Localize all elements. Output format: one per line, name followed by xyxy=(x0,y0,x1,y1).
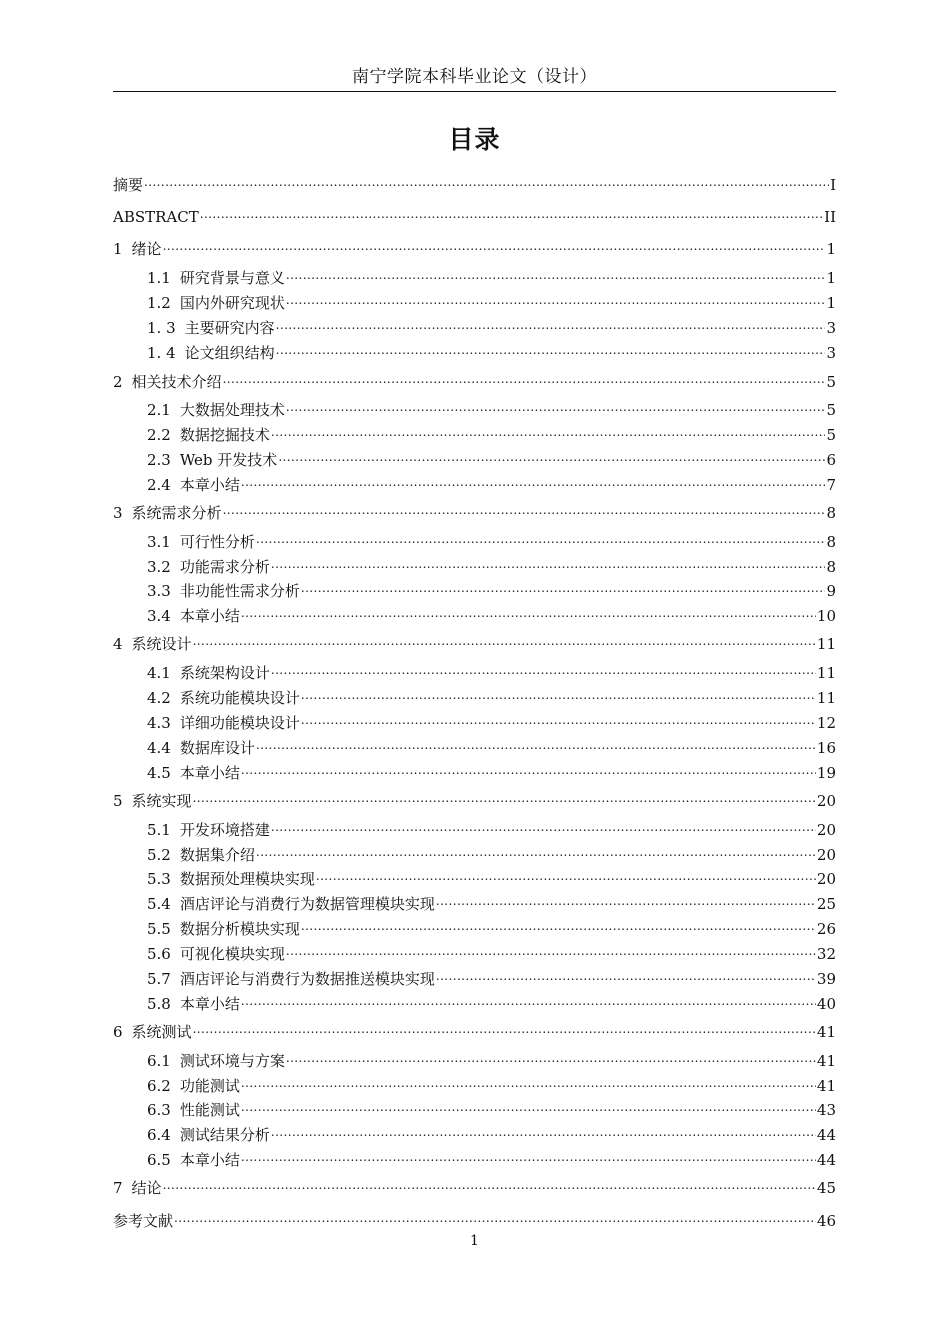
toc-entry-label: 数据库设计 xyxy=(179,739,255,757)
toc-entry[interactable] xyxy=(113,202,836,227)
dot-leader xyxy=(271,658,816,678)
toc-entry[interactable] xyxy=(113,367,836,392)
toc-entry-label: 国内外研究现状 xyxy=(179,294,285,312)
toc-entry-number: 3.2 xyxy=(147,558,171,576)
toc-entry-number: 6.5 xyxy=(147,1151,171,1169)
toc-entry[interactable] xyxy=(113,234,836,259)
dot-leader xyxy=(286,263,826,283)
toc-entry-label: 本章小结 xyxy=(179,764,240,782)
toc-entry-label: 性能测试 xyxy=(179,1101,240,1119)
toc-entry-number: 5.8 xyxy=(147,995,171,1013)
toc-entry-number: 1.1 xyxy=(147,269,171,287)
toc-entry[interactable] xyxy=(113,629,836,654)
toc-entry-page: 43 xyxy=(816,1101,836,1119)
toc-entry-number: 2 xyxy=(113,373,123,391)
dot-leader xyxy=(301,914,816,934)
toc-entry-page: 41 xyxy=(816,1077,836,1095)
toc-entry-page: 41 xyxy=(816,1023,836,1041)
toc-entry-label: 测试结果分析 xyxy=(179,1126,270,1144)
toc-entry-label: 论文组织结构 xyxy=(184,344,275,362)
toc-entry[interactable] xyxy=(113,552,836,577)
toc-entry-label: 可行性分析 xyxy=(179,533,255,551)
toc-entry-number: 1. 3 xyxy=(147,319,176,337)
running-header: 南宁学院本科毕业论文（设计） xyxy=(352,67,597,87)
dot-leader xyxy=(193,1017,816,1037)
toc-entry-number: 6.2 xyxy=(147,1077,171,1095)
toc-entry-number: 2.3 xyxy=(147,451,171,469)
toc-entry-page: 39 xyxy=(816,970,836,988)
toc-entry[interactable] xyxy=(113,786,836,811)
dot-leader xyxy=(223,367,826,387)
toc-entry-page: 8 xyxy=(826,533,836,551)
toc-entry[interactable] xyxy=(113,658,836,683)
dot-leader xyxy=(286,1046,816,1066)
toc-entry[interactable] xyxy=(113,1017,836,1042)
toc-entry-page: 20 xyxy=(816,846,836,864)
toc-entry-number: 3 xyxy=(113,504,123,522)
toc-entry-label: 大数据处理技术 xyxy=(179,401,285,419)
dot-leader xyxy=(286,395,826,415)
dot-leader xyxy=(271,552,826,572)
toc-entry-page: 7 xyxy=(826,476,836,494)
toc-entry[interactable] xyxy=(113,498,836,523)
toc-entry-page: 41 xyxy=(816,1052,836,1070)
toc-entry[interactable] xyxy=(113,889,836,914)
toc-entry-number: 4.2 xyxy=(147,689,171,707)
toc-entry-label: 酒店评论与消费行为数据管理模块实现 xyxy=(179,895,435,913)
toc-entry-page: 3 xyxy=(826,344,836,362)
toc-entry-page: 10 xyxy=(816,607,836,625)
toc-entry-number: 4.1 xyxy=(147,664,171,682)
toc-entry[interactable] xyxy=(113,395,836,420)
toc-entry-number: 5.6 xyxy=(147,945,171,963)
dot-leader xyxy=(193,629,816,649)
toc-entry[interactable] xyxy=(113,989,836,1014)
toc-entry-label: 相关技术介绍 xyxy=(131,373,222,391)
header-rule xyxy=(113,91,836,92)
toc-title: 目录 xyxy=(448,125,501,154)
toc-entry[interactable] xyxy=(113,914,836,939)
dot-leader xyxy=(301,683,816,703)
toc-entry-number: 6.1 xyxy=(147,1052,171,1070)
toc-entry-number: 5.5 xyxy=(147,920,171,938)
dot-leader xyxy=(200,202,823,222)
toc-entry-label: 绪论 xyxy=(131,240,162,258)
toc-entry-label: 测试环境与方案 xyxy=(179,1052,285,1070)
toc-entry-page: 1 xyxy=(826,294,836,312)
toc-entry-page: 11 xyxy=(816,689,836,707)
toc-entry-page: 12 xyxy=(816,714,836,732)
toc-entry-label: 系统设计 xyxy=(131,635,192,653)
toc-entry-number: 7 xyxy=(113,1179,123,1197)
dot-leader xyxy=(286,288,826,308)
toc-entry-label: 系统架构设计 xyxy=(179,664,270,682)
toc-entry[interactable] xyxy=(113,338,836,363)
toc-entry-label: 系统实现 xyxy=(131,792,192,810)
toc-entry-label: 功能测试 xyxy=(179,1077,240,1095)
dot-leader xyxy=(241,758,816,778)
toc-entry-number: 1 xyxy=(113,240,123,258)
dot-leader xyxy=(241,1095,816,1115)
dot-leader xyxy=(241,1071,816,1091)
toc-entry-page: 1 xyxy=(826,269,836,287)
toc-entry-page: 44 xyxy=(816,1126,836,1144)
toc-entry[interactable] xyxy=(113,1145,836,1170)
dot-leader xyxy=(256,527,826,547)
toc-entry-page: 5 xyxy=(826,373,836,391)
toc-entry-label: 非功能性需求分析 xyxy=(179,582,300,600)
toc-entry-number: 5.2 xyxy=(147,846,171,864)
toc-entry-page: 3 xyxy=(826,319,836,337)
toc-entry-number: 2.4 xyxy=(147,476,171,494)
toc-entry-label: 数据预处理模块实现 xyxy=(179,870,315,888)
toc-entry-label: 系统功能模块设计 xyxy=(179,689,300,707)
toc-entry[interactable] xyxy=(113,1206,836,1231)
toc-entry-label: 开发环境搭建 xyxy=(179,821,270,839)
toc-entry[interactable] xyxy=(113,527,836,552)
dot-leader xyxy=(271,1120,816,1140)
toc-entry[interactable] xyxy=(113,263,836,288)
dot-leader xyxy=(271,420,826,440)
toc-entry-page: 9 xyxy=(826,582,836,600)
dot-leader xyxy=(174,1206,816,1226)
dot-leader xyxy=(436,964,816,984)
dot-leader xyxy=(193,786,816,806)
toc-entry[interactable] xyxy=(113,420,836,445)
toc-entry[interactable] xyxy=(113,1120,836,1145)
dot-leader xyxy=(223,498,826,518)
dot-leader xyxy=(301,576,826,596)
toc-entry-label: 可视化模块实现 xyxy=(179,945,285,963)
dot-leader xyxy=(276,338,826,358)
toc-entry-page: 5 xyxy=(826,426,836,444)
toc-entry[interactable] xyxy=(113,470,836,495)
toc-entry-page: 26 xyxy=(816,920,836,938)
dot-leader xyxy=(276,313,826,333)
dot-leader xyxy=(241,989,816,1009)
toc-entry-page: 11 xyxy=(816,635,836,653)
toc-entry-number: 3.3 xyxy=(147,582,171,600)
toc-entry-label: 参考文献 xyxy=(113,1212,174,1230)
toc-entry-page: 1 xyxy=(826,240,836,258)
toc-entry[interactable] xyxy=(113,313,836,338)
toc-entry-label: 本章小结 xyxy=(179,607,240,625)
toc-entry-page: 11 xyxy=(816,664,836,682)
toc-entry-number: 4.3 xyxy=(147,714,171,732)
toc-entry-number: 3.1 xyxy=(147,533,171,551)
toc-entry[interactable] xyxy=(113,1095,836,1120)
dot-leader xyxy=(286,939,816,959)
toc-entry-page: 6 xyxy=(826,451,836,469)
toc-entry-label: Web 开发技术 xyxy=(179,451,278,469)
dot-leader xyxy=(256,840,816,860)
toc-entry-page: I xyxy=(830,176,836,194)
dot-leader xyxy=(436,889,816,909)
toc-entry-label: 系统测试 xyxy=(131,1023,192,1041)
dot-leader xyxy=(163,1173,816,1193)
toc-entry-label: 功能需求分析 xyxy=(179,558,270,576)
dot-leader xyxy=(271,815,816,835)
toc-entry-page: 8 xyxy=(826,504,836,522)
toc-entry-label: 本章小结 xyxy=(179,1151,240,1169)
dot-leader xyxy=(241,601,816,621)
toc-entry-label: 系统需求分析 xyxy=(131,504,222,522)
dot-leader xyxy=(316,864,816,884)
toc-entry[interactable] xyxy=(113,1046,836,1071)
toc-entry-number: 6 xyxy=(113,1023,123,1041)
toc-entry-number: 5.4 xyxy=(147,895,171,913)
toc-entry[interactable] xyxy=(113,864,836,889)
toc-entry[interactable] xyxy=(113,733,836,758)
toc-entry-number: 2.1 xyxy=(147,401,171,419)
toc-entry-label: 结论 xyxy=(131,1179,162,1197)
toc-entry[interactable] xyxy=(113,964,836,989)
toc-entry-page: 5 xyxy=(826,401,836,419)
toc-entry[interactable] xyxy=(113,601,836,626)
toc-entry-label: 详细功能模块设计 xyxy=(179,714,300,732)
toc-entry-label: 摘要 xyxy=(113,176,144,194)
toc-entry-page: 20 xyxy=(816,821,836,839)
toc-entry[interactable] xyxy=(113,815,836,840)
toc-entry-page: 32 xyxy=(816,945,836,963)
toc-entry-label: 主要研究内容 xyxy=(184,319,275,337)
toc-entry-number: 3.4 xyxy=(147,607,171,625)
toc-entry-page: 40 xyxy=(816,995,836,1013)
toc-entry-number: 5 xyxy=(113,792,123,810)
toc-entry-page: 25 xyxy=(816,895,836,913)
toc-entry-page: 46 xyxy=(816,1212,836,1230)
toc-entry-number: 4.5 xyxy=(147,764,171,782)
toc-entry[interactable] xyxy=(113,170,836,195)
toc-entry[interactable] xyxy=(113,1071,836,1096)
toc-entry-number: 1.2 xyxy=(147,294,171,312)
toc-entry[interactable] xyxy=(113,840,836,865)
toc-entry-page: 44 xyxy=(816,1151,836,1169)
dot-leader xyxy=(241,1145,816,1165)
toc-entry-label: 研究背景与意义 xyxy=(179,269,285,287)
toc-entry-number: 6.3 xyxy=(147,1101,171,1119)
toc-entry-label: 酒店评论与消费行为数据推送模块实现 xyxy=(179,970,435,988)
toc-entry-page: 45 xyxy=(816,1179,836,1197)
dot-leader xyxy=(241,470,826,490)
dot-leader xyxy=(278,445,825,465)
toc-entry-label: ABSTRACT xyxy=(113,208,199,226)
toc-entry-number: 5.1 xyxy=(147,821,171,839)
page-number: 1 xyxy=(470,1233,479,1249)
toc-entry-page: II xyxy=(824,208,836,226)
toc-entry-page: 16 xyxy=(816,739,836,757)
toc-entry[interactable] xyxy=(113,683,836,708)
toc-entry[interactable] xyxy=(113,708,836,733)
toc-entry-number: 5.7 xyxy=(147,970,171,988)
toc-entry-number: 2.2 xyxy=(147,426,171,444)
toc-entry-page: 20 xyxy=(816,870,836,888)
dot-leader xyxy=(144,170,829,190)
toc-entry[interactable] xyxy=(113,445,836,470)
toc-entry-label: 数据分析模块实现 xyxy=(179,920,300,938)
dot-leader xyxy=(301,708,816,728)
toc-entry-number: 1. 4 xyxy=(147,344,176,362)
toc-entry[interactable] xyxy=(113,1173,836,1198)
toc-entry-label: 数据挖掘技术 xyxy=(179,426,270,444)
toc-entry[interactable] xyxy=(113,288,836,313)
toc-entry[interactable] xyxy=(113,939,836,964)
toc-entry-label: 本章小结 xyxy=(179,995,240,1013)
toc-entry[interactable] xyxy=(113,758,836,783)
toc-entry-label: 数据集介绍 xyxy=(179,846,255,864)
toc-entry-number: 4.4 xyxy=(147,739,171,757)
dot-leader xyxy=(256,733,816,753)
toc-entry-number: 4 xyxy=(113,635,123,653)
toc-entry-label: 本章小结 xyxy=(179,476,240,494)
toc-entry-number: 6.4 xyxy=(147,1126,171,1144)
dot-leader xyxy=(163,234,826,254)
toc-entry-number: 5.3 xyxy=(147,870,171,888)
toc-entry-page: 20 xyxy=(816,792,836,810)
toc-entry[interactable] xyxy=(113,576,836,601)
toc-entry-page: 8 xyxy=(826,558,836,576)
toc-entry-page: 19 xyxy=(816,764,836,782)
